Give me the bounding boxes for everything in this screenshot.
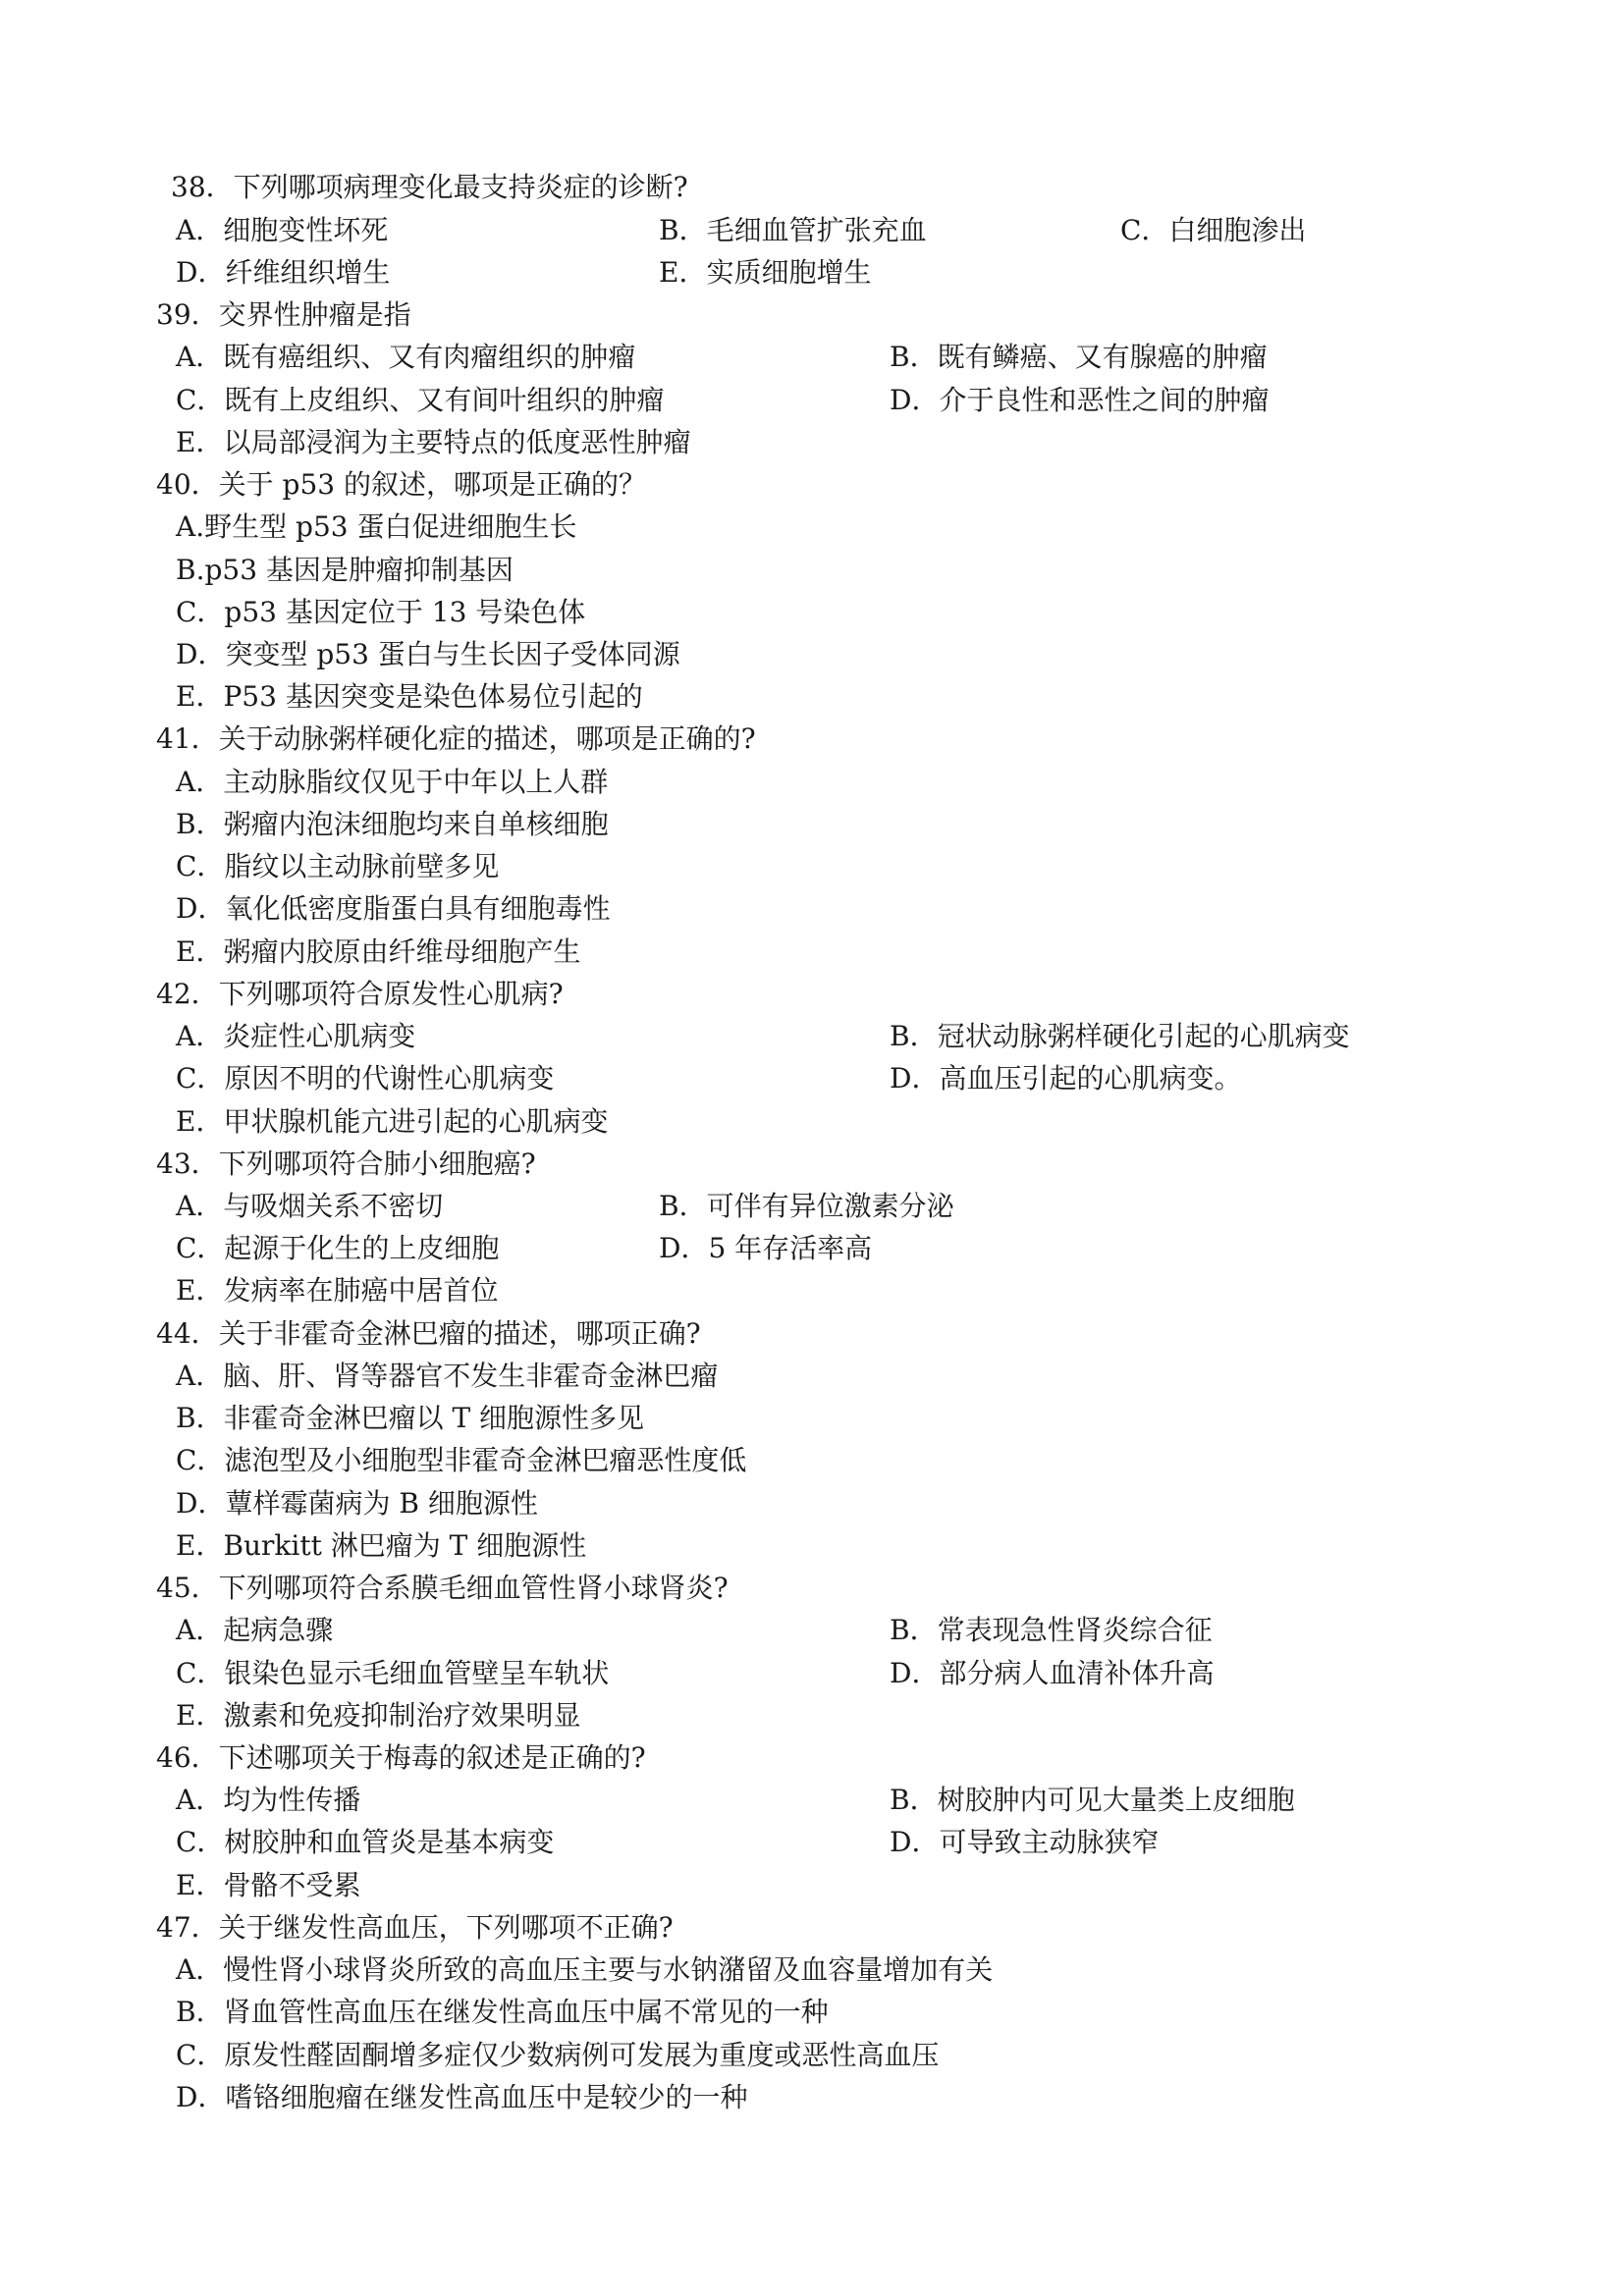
question-43-option-A: A．与吸烟关系不密切	[176, 1190, 444, 1222]
question-40-option-B: B.p53 基因是肿瘤抑制基因	[176, 554, 514, 586]
question-41-stem	[156, 722, 756, 756]
question-number: 41．	[156, 722, 219, 755]
question-46-option-C: C．树胶肿和血管炎是基本病变	[176, 1826, 555, 1858]
question-text: 关于 p53 的叙述，哪项是正确的？	[218, 468, 646, 501]
question-44-option-E: E．Burkitt 淋巴瘤为 T 细胞源性	[176, 1529, 587, 1562]
question-41-option-C: C．脂纹以主动脉前壁多见	[176, 850, 500, 882]
question-number: 39．	[156, 298, 219, 331]
question-38-stem	[171, 171, 688, 204]
question-text: 下列哪项符合肺小细胞癌?	[218, 1148, 536, 1180]
question-39-option-B: B．既有鳞癌、又有腺癌的肿瘤	[890, 341, 1268, 373]
question-number: 47．	[156, 1911, 219, 1944]
question-number: 43．	[156, 1148, 219, 1180]
question-47-option-D: D．嗜铬细胞瘤在继发性高血压中是较少的一种	[176, 2081, 748, 2113]
question-47-stem	[156, 1911, 674, 1945]
question-number: 38．	[171, 171, 234, 203]
question-39-option-D: D．介于良性和恶性之间的肿瘤	[890, 384, 1270, 416]
question-42-option-A: A．炎症性心肌病变	[176, 1020, 416, 1052]
question-45-option-A: A．起病急骤	[176, 1614, 334, 1646]
question-42-stem	[156, 978, 564, 1011]
question-text: 关于动脉粥样硬化症的描述，哪项是正确的?	[218, 722, 756, 755]
question-45-option-B: B．常表现急性肾炎综合征	[890, 1614, 1213, 1646]
question-47-option-B: B．肾血管性高血压在继发性高血压中属不常见的一种	[176, 1996, 829, 2028]
question-42-option-E: E．甲状腺机能亢进引起的心肌病变	[176, 1105, 609, 1138]
question-41-option-B: B．粥瘤内泡沫细胞均来自单核细胞	[176, 808, 609, 840]
question-39-stem	[156, 298, 411, 332]
question-38-option-E: E．实质细胞增生	[659, 256, 872, 289]
question-47-option-C: C．原发性醛固酮增多症仅少数病例可发展为重度或恶性高血压	[176, 2039, 940, 2071]
question-46-option-A: A．均为性传播	[176, 1784, 361, 1816]
question-41-option-E: E．粥瘤内胶原由纤维母细胞产生	[176, 935, 581, 968]
question-40-option-C: C．p53 基因定位于 13 号染色体	[176, 596, 586, 628]
question-40-option-D: D．突变型 p53 蛋白与生长因子受体同源	[176, 638, 680, 670]
question-38-option-D: D．纤维组织增生	[176, 256, 391, 289]
question-46-stem	[156, 1741, 646, 1775]
question-45-option-D: D．部分病人血清补体升高	[890, 1657, 1215, 1689]
question-46-option-B: B．树胶肿内可见大量类上皮细胞	[890, 1784, 1295, 1816]
question-38-option-B: B．毛细血管扩张充血	[659, 214, 927, 246]
question-46-option-D: D．可导致主动脉狭窄	[890, 1826, 1160, 1858]
question-number: 44．	[156, 1317, 219, 1350]
question-40-stem	[156, 468, 646, 502]
question-47-option-A: A．慢性肾小球肾炎所致的高血压主要与水钠潴留及血容量增加有关	[176, 1953, 994, 1986]
question-text: 关于继发性高血压，下列哪项不正确?	[218, 1911, 674, 1944]
question-number: 42．	[156, 978, 219, 1010]
question-number: 46．	[156, 1741, 219, 1774]
question-42-option-C: C．原因不明的代谢性心肌病变	[176, 1062, 555, 1095]
question-43-stem	[156, 1148, 536, 1181]
question-39-option-C: C．既有上皮组织、又有间叶组织的肿瘤	[176, 384, 665, 416]
question-46-option-E: E．骨骼不受累	[176, 1869, 361, 1901]
question-text: 下述哪项关于梅毒的叙述是正确的?	[218, 1741, 646, 1774]
question-41-option-A: A．主动脉脂纹仅见于中年以上人群	[176, 766, 609, 798]
question-43-option-E: E．发病率在肺癌中居首位	[176, 1274, 499, 1307]
question-39-option-E: E．以局部浸润为主要特点的低度恶性肿瘤	[176, 426, 691, 458]
question-44-option-B: B．非霍奇金淋巴瘤以 T 细胞源性多见	[176, 1402, 645, 1434]
question-43-option-D: D．5 年存活率高	[659, 1232, 873, 1264]
question-text: 下列哪项病理变化最支持炎症的诊断?	[233, 171, 688, 203]
question-44-option-D: D．蕈样霉菌病为 B 细胞源性	[176, 1487, 538, 1520]
question-text: 下列哪项符合原发性心肌病?	[218, 978, 564, 1010]
question-text: 关于非霍奇金淋巴瘤的描述，哪项正确?	[218, 1317, 701, 1350]
question-38-option-C: C．白细胞渗出	[1120, 214, 1307, 246]
question-45-option-E: E．激素和免疫抑制治疗效果明显	[176, 1699, 581, 1732]
question-41-option-D: D．氧化低密度脂蛋白具有细胞毒性	[176, 892, 611, 925]
question-39-option-A: A．既有癌组织、又有肉瘤组织的肿瘤	[176, 341, 636, 373]
question-44-option-A: A．脑、肝、肾等器官不发生非霍奇金淋巴瘤	[176, 1360, 719, 1392]
question-number: 45．	[156, 1572, 219, 1604]
question-43-option-C: C．起源于化生的上皮细胞	[176, 1232, 500, 1264]
question-43-option-B: B．可伴有异位激素分泌	[659, 1190, 954, 1222]
question-number: 40．	[156, 468, 219, 501]
question-text: 交界性肿瘤是指	[218, 298, 411, 331]
question-44-stem	[156, 1317, 701, 1351]
question-text: 下列哪项符合系膜毛细血管性肾小球肾炎?	[218, 1572, 729, 1604]
question-45-stem	[156, 1572, 729, 1605]
question-42-option-D: D．高血压引起的心肌病变。	[890, 1062, 1242, 1095]
question-44-option-C: C．滤泡型及小细胞型非霍奇金淋巴瘤恶性度低	[176, 1444, 747, 1476]
question-45-option-C: C．银染色显示毛细血管壁呈车轨状	[176, 1657, 610, 1689]
question-42-option-B: B．冠状动脉粥样硬化引起的心肌病变	[890, 1020, 1350, 1052]
question-38-option-A: A．细胞变性坏死	[176, 214, 389, 246]
question-40-option-E: E．P53 基因突变是染色体易位引起的	[176, 680, 643, 713]
question-40-option-A: A.野生型 p53 蛋白促进细胞生长	[176, 510, 577, 543]
